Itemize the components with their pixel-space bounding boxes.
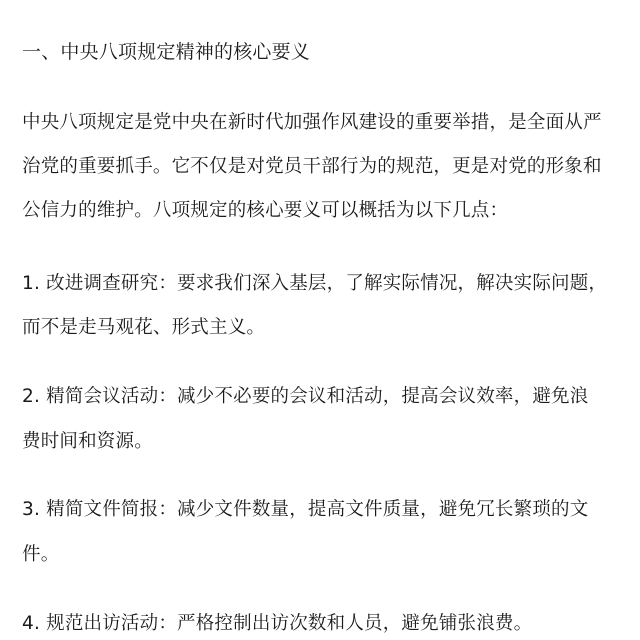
intro-line: 公信力的维护。八项规定的核心要义可以概括为以下几点： [22, 200, 509, 221]
list-item-line: 费时间和资源。 [22, 431, 153, 452]
intro-line: 中央八项规定是党中央在新时代加强作风建设的重要举措，是全面从严 [22, 112, 602, 133]
list-item-line: 4. 规范出访活动：严格控制出访次数和人员，避免铺张浪费。 [22, 613, 533, 634]
section-heading: 一、中央八项规定精神的核心要义 [22, 41, 311, 63]
list-item-line: 2. 精简会议活动：减少不必要的会议和活动，提高会议效率，避免浪 [22, 386, 589, 407]
list-item-line: 1. 改进调查研究：要求我们深入基层，了解实际情况，解决实际问题， [22, 273, 608, 294]
list-item-line: 件。 [22, 544, 60, 565]
list-item-line: 3. 精简文件简报：减少文件数量，提高文件质量，避免冗长繁琐的文 [22, 499, 589, 520]
list-item-line: 而不是走马观花、形式主义。 [22, 317, 266, 338]
intro-line: 治党的重要抓手。它不仅是对党员干部行为的规范，更是对党的形象和 [22, 156, 602, 177]
